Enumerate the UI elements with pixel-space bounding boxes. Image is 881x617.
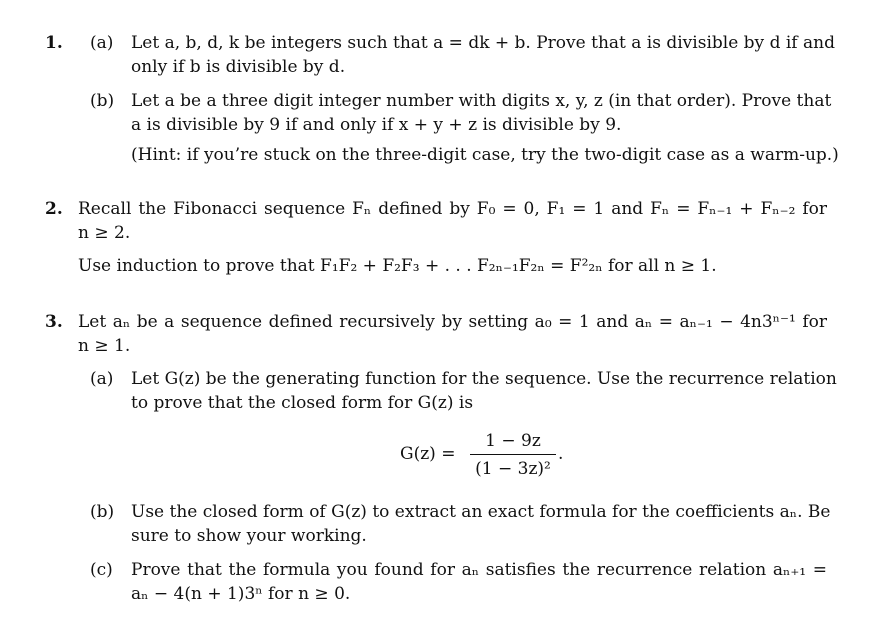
formula-lhs: G(z) = (400, 444, 456, 464)
problem-1a-label: (a) (90, 33, 114, 53)
problem-3a-label: (a) (90, 369, 114, 389)
problem-2-number: 2. (45, 199, 63, 219)
problem-3a-line-2: to prove that the closed form for G(z) is (131, 393, 474, 413)
problem-1b-label: (b) (90, 91, 115, 111)
problem-2-extra: Use induction to prove that F₁F₂ + F₂F₃ + . . . F₂ₙ₋₁F₂ₙ = F²₂ₙ for all n ≥ 1. (78, 256, 717, 276)
problem-3c-line-2: aₙ − 4(n + 1)3ⁿ for n ≥ 0. (131, 584, 351, 604)
problem-3-line-1: Let aₙ be a sequence defined recursively by setting a₀ = 1 and aₙ = aₙ₋₁ − 4n3ⁿ⁻¹ for (78, 312, 827, 332)
problem-2-line-1: Recall the Fibonacci sequence Fₙ defined by F₀ = 0, F₁ = 1 and Fₙ = Fₙ₋₁ + Fₙ₋₂ for (78, 199, 827, 219)
formula-trailing-period: . (558, 444, 564, 464)
problem-3-line-2: n ≥ 1. (78, 336, 131, 356)
formula-fraction (470, 430, 556, 480)
problem-3c-line-1: Prove that the formula you found for aₙ satisfies the recurrence relation aₙ₊₁ = (131, 560, 827, 580)
fraction-bar (470, 454, 556, 455)
problem-3c-label: (c) (90, 560, 113, 580)
formula-numerator: 1 − 9z (485, 431, 541, 451)
problem-1b-hint: (Hint: if you’re stuck on the three-digit case, try the two-digit case as a warm-up.) (131, 145, 839, 165)
problem-1b-line-1: Let a be a three digit integer number with digits x, y, z (in that order). Prove that (131, 91, 832, 111)
problem-3b-line-1: Use the closed form of G(z) to extract an exact formula for the coefficients aₙ. Be (131, 502, 831, 522)
problem-3-number: 3. (45, 312, 63, 332)
problem-2-line-2: n ≥ 2. (78, 223, 131, 243)
problem-3b-label: (b) (90, 502, 115, 522)
problem-1-number: 1. (45, 33, 63, 53)
problem-3b-line-2: sure to show your working. (131, 526, 367, 546)
problem-1b-line-2: a is divisible by 9 if and only if x + y + z is divisible by 9. (131, 115, 622, 135)
formula-denominator: (1 − 3z)² (475, 459, 551, 479)
problem-1a-line-2: only if b is divisible by d. (131, 57, 346, 77)
problem-1a-line-1: Let a, b, d, k be integers such that a = dk + b. Prove that a is divisible by d if and (131, 33, 835, 53)
problem-3a-line-1: Let G(z) be the generating function for the sequence. Use the recurrence relation (131, 369, 837, 389)
